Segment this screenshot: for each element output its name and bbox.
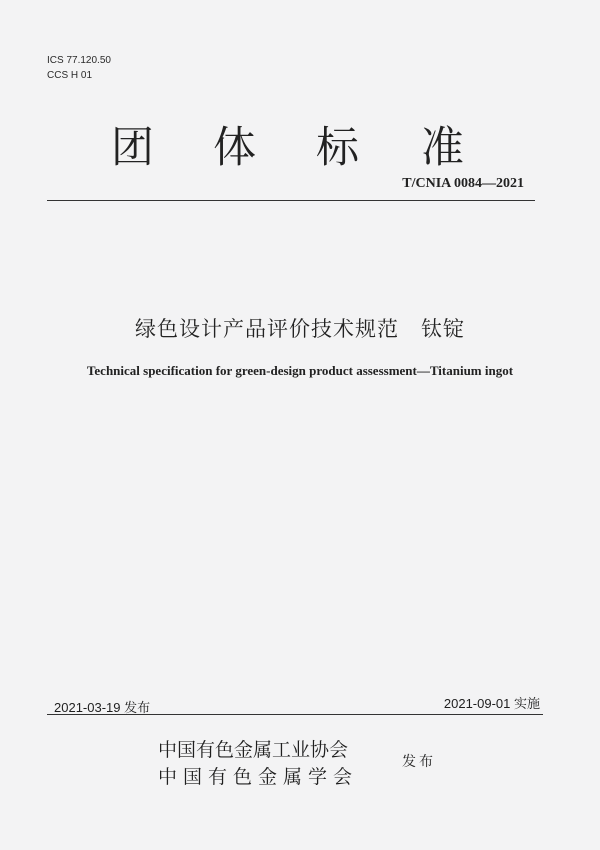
ics-code: ICS 77.120.50 bbox=[47, 55, 111, 66]
publish-action: 发布 bbox=[402, 754, 436, 770]
issuer-org-2: 中国有色金属学会 bbox=[158, 766, 359, 788]
category-char: 体 bbox=[213, 123, 256, 173]
classification-codes bbox=[47, 53, 111, 83]
standard-number: T/CNIA 0084—2021 bbox=[402, 176, 524, 191]
footer-divider bbox=[47, 714, 543, 715]
title-chinese: 绿色设计产品评价技术规范 钛锭 bbox=[135, 317, 465, 341]
category-char: 团 bbox=[111, 123, 154, 173]
implementation-date: 2021-09-01 实施 bbox=[443, 696, 540, 711]
ccs-code: CCS H 01 bbox=[47, 70, 93, 81]
category-char: 标 bbox=[316, 123, 359, 173]
publish-date: 2021-03-19 发布 bbox=[54, 700, 151, 715]
title-english: Technical specification for green-design product assessment—Titanium ingot bbox=[86, 363, 514, 378]
header-divider bbox=[47, 200, 535, 201]
issuer-org-1: 中国有色金属工业协会 bbox=[158, 739, 349, 761]
category-char: 准 bbox=[421, 123, 464, 173]
